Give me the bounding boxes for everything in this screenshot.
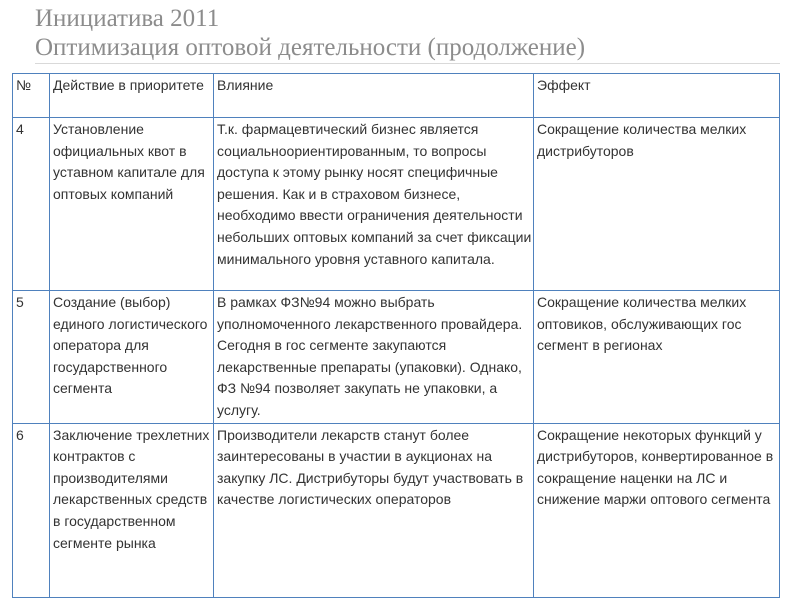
row-influence: В рамках ФЗ№94 можно выбрать уполномоченного лекарственного провайдера. Сегодня в гос сегменте закупаются лекарственные препараты (упаковки). Однако, ФЗ №94 позволяет закупать не упаковки, а услугу. <box>214 291 534 424</box>
header-action: Действие в приоритете <box>50 74 214 118</box>
title-line-2: Оптимизация оптовой деятельности (продолжение) <box>35 34 586 61</box>
row-num: 5 <box>13 291 50 424</box>
row-effect: Сокращение некоторых функций у дистрибуторов, конвертированное в сокращение наценки на ЛС и снижение маржи оптового сегмента <box>534 423 780 597</box>
row-effect: Сокращение количества мелких оптовиков, обслуживающих гос сегмент в регионах <box>534 291 780 424</box>
row-num: 4 <box>13 118 50 291</box>
title-divider <box>35 63 780 64</box>
row-action: Установление официальных квот в уставном капитале для оптовых компаний <box>50 118 214 291</box>
row-effect: Сокращение количества мелких дистрибуторов <box>534 118 780 291</box>
initiatives-table <box>12 73 780 598</box>
table-header-row <box>13 74 780 118</box>
header-influence: Влияние <box>214 74 534 118</box>
table-row <box>13 118 780 291</box>
row-influence: Т.к. фармацевтический бизнес является социальноориентированным, то вопросы доступа к этому рынку носят специфичные решения. Как и в страховом бизнесе, необходимо ввести ограничения деятельности небольших оптовых компаний за счет фиксации минимального уровня уставного капитала. <box>214 118 534 291</box>
slide-title <box>35 4 585 62</box>
table-row <box>13 423 780 597</box>
row-num: 6 <box>13 423 50 597</box>
header-num: № <box>13 74 50 118</box>
row-influence: Производители лекарств станут более заинтересованы в участии в аукционах на закупку ЛС. Дистрибуторы будут участвовать в качестве логистических операторов <box>214 423 534 597</box>
header-effect: Эффект <box>534 74 780 118</box>
row-action: Создание (выбор) единого логистического оператора для государственного сегмента <box>50 291 214 424</box>
table-row <box>13 291 780 424</box>
title-line-1: Инициатива 2011 <box>35 5 220 32</box>
row-action: Заключение трехлетних контрактов с производителями лекарственных средств в государственном сегменте рынка <box>50 423 214 597</box>
